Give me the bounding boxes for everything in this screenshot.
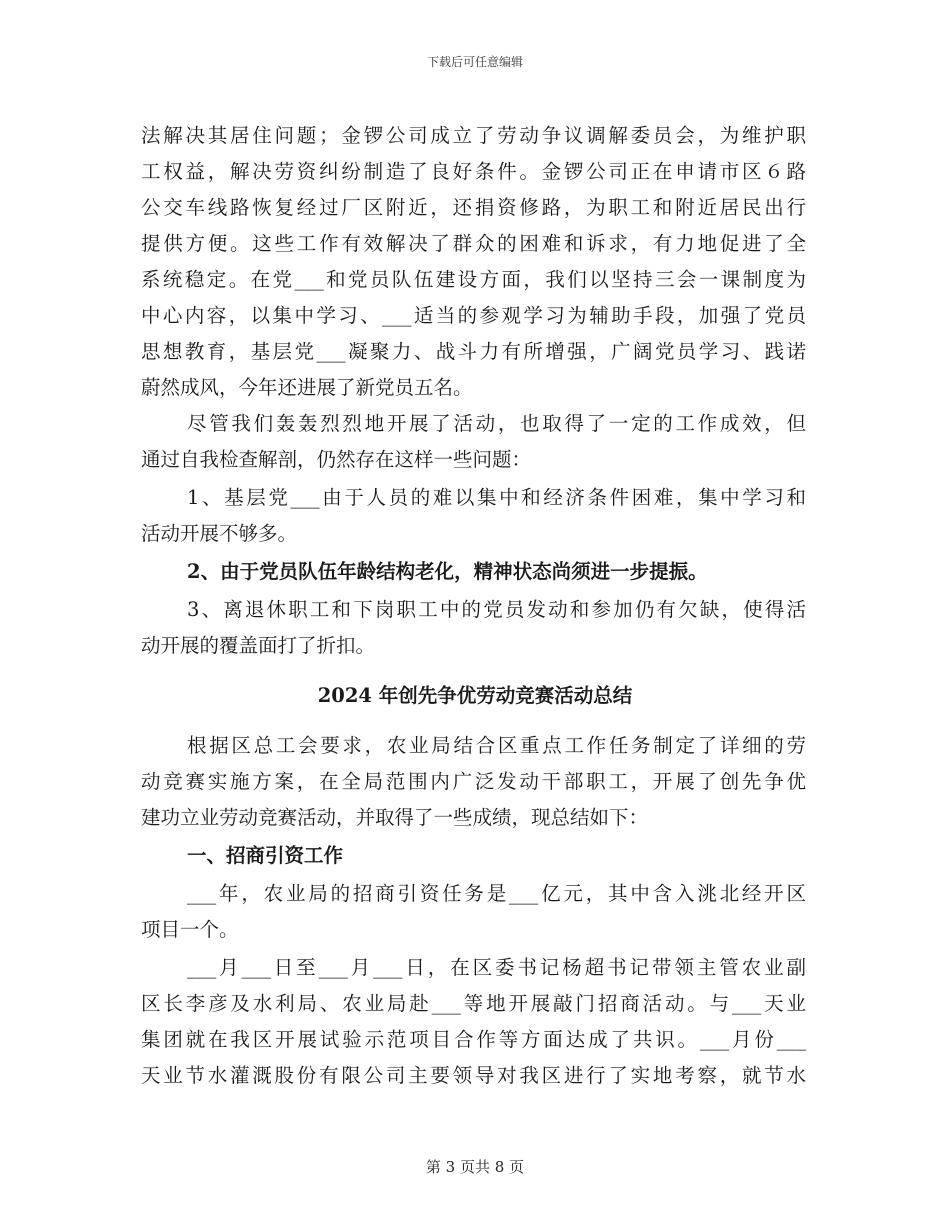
body-line: 建功立业劳动竞赛活动，并取得了一些成绩，现总结如下： bbox=[141, 806, 649, 829]
page-header: 下载后可任意编辑 bbox=[426, 55, 523, 69]
body-line: 项目一个。 bbox=[141, 918, 239, 941]
body-line: 系统稳定。在党___和党员队伍建设方面，我们以坚持三会一课制度为 bbox=[141, 268, 806, 291]
list-item: 3、离退休职工和下岗职工中的党员发动和参加仍有欠缺，使得活 bbox=[187, 598, 806, 621]
body-line: 天业节水灌溉股份有限公司主要领导对我区进行了实地考察，就节水 bbox=[141, 1064, 806, 1087]
body-line: ___年，农业局的招商引资任务是___亿元，其中含入洮北经开区 bbox=[187, 882, 806, 905]
body-line: 法解决其居住问题；金锣公司成立了劳动争议调解委员会，为维护职 bbox=[141, 124, 806, 147]
list-item: 活动开展不够多。 bbox=[141, 522, 298, 545]
body-line: 思想教育，基层党___凝聚力、战斗力有所增强，广阔党员学习、践诺 bbox=[141, 340, 806, 363]
body-line: 中心内容，以集中学习、___适当的参观学习为辅助手段，加强了党员 bbox=[141, 304, 806, 327]
list-item: 动开展的覆盖面打了折扣。 bbox=[141, 634, 376, 657]
body-line: 集团就在我区开展试验示范项目合作等方面达成了共识。___月份___ bbox=[141, 1028, 806, 1051]
body-line: 尽管我们轰轰烈烈地开展了活动，也取得了一定的工作成效，但 bbox=[187, 412, 806, 435]
section-title: 2024 年创先争优劳动竞赛活动总结 bbox=[317, 684, 633, 707]
body-line: 动竞赛实施方案，在全局范围内广泛发动干部职工，开展了创先争优 bbox=[141, 770, 806, 793]
body-line: 蔚然成风，今年还进展了新党员五名。 bbox=[141, 376, 473, 399]
page-footer: 第 3 页共 8 页 bbox=[425, 1158, 525, 1176]
body-line: 区长李彦及水利局、农业局赴___等地开展敲门招商活动。与___天业 bbox=[141, 992, 806, 1015]
body-line: 公交车线路恢复经过厂区附近，还捐资修路，为职工和附近居民出行 bbox=[141, 196, 806, 219]
list-item: 1、基层党___由于人员的难以集中和经济条件困难，集中学习和 bbox=[187, 486, 806, 509]
subsection-heading: 一、招商引资工作 bbox=[187, 844, 344, 867]
body-line: 工权益，解决劳资纠纷制造了良好条件。金锣公司正在申请市区６路 bbox=[141, 160, 806, 183]
body-line: 根据区总工会要求，农业局结合区重点工作任务制定了详细的劳 bbox=[187, 734, 806, 757]
body-line: ___月___日至___月___日，在区委书记杨超书记带领主管农业副 bbox=[187, 956, 806, 979]
body-line: 通过自我检查解剖，仍然存在这样一些问题： bbox=[141, 448, 532, 471]
body-line: 提供方便。这些工作有效解决了群众的困难和诉求，有力地促进了全 bbox=[141, 232, 806, 255]
list-item: 2、由于党员队伍年龄结构老化，精神状态尚须进一步提振。 bbox=[187, 560, 708, 583]
